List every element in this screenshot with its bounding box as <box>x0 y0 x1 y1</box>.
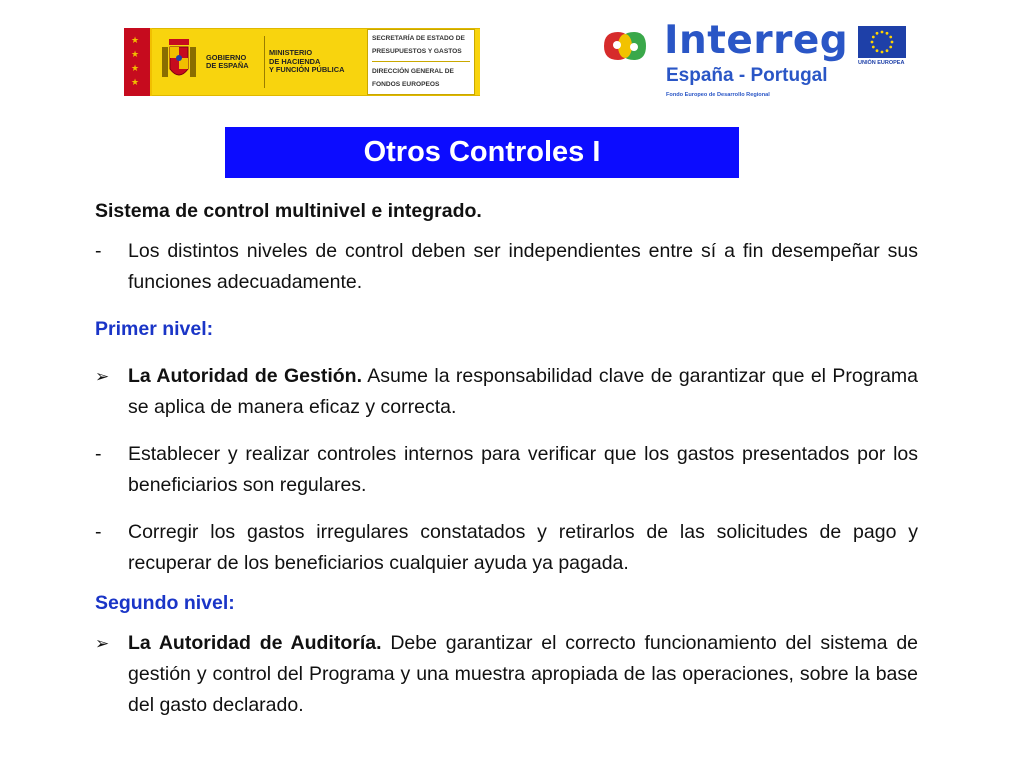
gov-country-line: DE ESPAÑA <box>206 61 249 70</box>
managing-authority-label: La Autoridad de Gestión. <box>128 365 362 387</box>
list-item <box>95 439 918 501</box>
gov-box-line: PRESUPUESTOS Y GASTOS <box>372 48 462 56</box>
arrow-bullet-icon <box>95 361 128 423</box>
arrow-glyph: ➢ <box>95 634 110 653</box>
eu-label: UNIÓN EUROPEA <box>858 60 905 66</box>
slide-content <box>95 196 918 721</box>
managing-authority-text: Asume la responsabilidad clave de garantizar que el Programa se aplica de manera eficaz y correcta. <box>128 365 919 418</box>
star-icon: ★ <box>131 77 140 87</box>
list-item-text: Establecer y realizar controles internos para verificar que los gastos presentados por los beneficiarios son regulares. <box>128 443 918 496</box>
intro-heading: Sistema de control multinivel e integrado. <box>95 200 482 222</box>
gov-country-line: GOBIERNO <box>206 52 247 62</box>
dash-bullet: - <box>95 521 102 543</box>
list-item <box>95 236 918 298</box>
interreg-program-name: España - Portugal <box>666 65 828 86</box>
eu-stars-strip <box>124 28 152 96</box>
spain-government-logo <box>124 28 480 96</box>
gov-ministry-line: Y FUNCIÓN PÚBLICA <box>269 65 345 75</box>
gov-ministry-line: DE HACIENDA <box>269 56 321 66</box>
list-item <box>95 628 918 721</box>
gov-ministry-line: MINISTERIO <box>269 48 313 58</box>
gov-ministry-label <box>269 49 367 75</box>
list-item-text: Corregir los gastos irregulares constatados y retirarlos de las solicitudes de pago y recuperar de los beneficiarios cualquier ayuda ya pagada. <box>128 521 918 574</box>
list-item-text <box>128 628 918 721</box>
list-item <box>95 517 918 579</box>
gov-country-label <box>206 54 260 71</box>
divider <box>372 61 470 62</box>
star-icon: ★ <box>131 63 140 73</box>
second-level-heading: Segundo nivel: <box>95 592 235 614</box>
interreg-fund-label: Fondo Europeo de Desarrollo Regional <box>666 92 770 98</box>
gov-logo-band <box>152 28 480 96</box>
gov-box-line: SECRETARÍA DE ESTADO DE <box>372 34 465 42</box>
gov-box-line: FONDOS EUROPEOS <box>372 81 440 89</box>
coat-of-arms-icon <box>160 37 198 87</box>
divider <box>264 36 265 88</box>
eu-flag-icon <box>858 26 906 58</box>
interreg-logo <box>600 18 910 104</box>
list-item-text: Los distintos niveles de control deben ser independientes entre sí a fin desempeñar sus funciones adecuadamente. <box>128 240 918 293</box>
gov-box-line: DIRECCIÓN GENERAL DE <box>372 67 454 75</box>
slide-title: Otros Controles I <box>225 127 739 178</box>
interreg-mark-icon <box>600 28 650 64</box>
star-icon: ★ <box>131 49 140 59</box>
dash-bullet: - <box>95 443 102 465</box>
star-icon: ★ <box>131 35 140 45</box>
gov-department-box <box>367 29 475 95</box>
interreg-wordmark: Interreg <box>664 18 849 63</box>
audit-authority-label: La Autoridad de Auditoría. <box>128 632 382 654</box>
audit-authority-text: Debe garantizar el correcto funcionamiento del sistema de gestión y control del Programa y una muestra apropiada de las operaciones, sobre la base del gasto declarado. <box>128 632 919 716</box>
list-item-text <box>128 361 918 423</box>
arrow-glyph: ➢ <box>95 367 110 386</box>
arrow-bullet-icon <box>95 628 128 721</box>
first-level-heading: Primer nivel: <box>95 318 214 340</box>
list-item <box>95 361 918 423</box>
dash-bullet: - <box>95 240 102 262</box>
